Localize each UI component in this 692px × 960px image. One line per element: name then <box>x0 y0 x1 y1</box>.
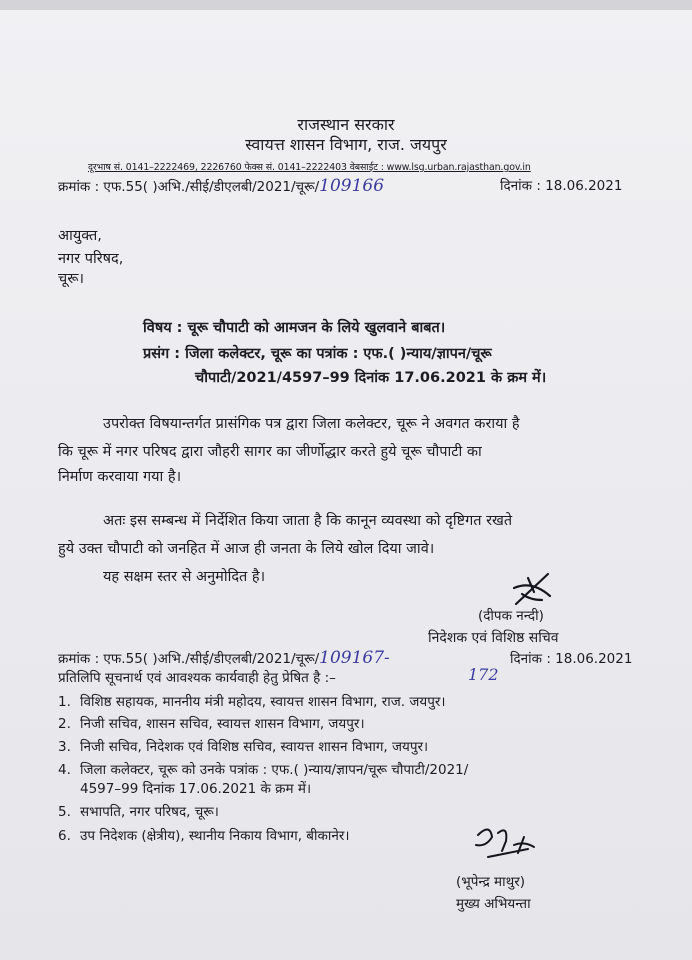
signature-mark-chief-engineer <box>468 823 548 868</box>
copy-list-item: 4. जिला कलेक्टर, चूरू को उनके पत्रांक : एफ.( )न्याय/ज्ञापन/चूरू चौपाटी/2021/ <box>58 762 469 778</box>
copy-date: दिनांक : 18.06.2021 <box>510 651 633 667</box>
header-department: स्वायत्त शासन विभाग, राज. जयपुर <box>245 135 447 154</box>
handwritten-copy-number: 109167- <box>319 648 390 668</box>
signatory-name: (दीपक नन्दी) <box>478 608 544 624</box>
copy-list-item: 5. सभापति, नगर परिषद, चूरू। <box>58 804 219 820</box>
addressee-line-3: चूरू। <box>58 271 84 287</box>
header-government: राजस्थान सरकार <box>297 115 395 134</box>
chief-engineer-name: (भूपेन्द्र माथुर) <box>456 874 526 890</box>
addressee-line-1: आयुक्त, <box>58 228 102 244</box>
addressee-line-2: नगर परिषद, <box>58 251 124 267</box>
copy-list-item-continued: 4597–99 दिनांक 17.06.2021 के क्रम में। <box>80 781 312 797</box>
header-contact: दूरभाष सं. 0141–2222469, 2226760 फेक्स सं. 0141–2222403 वेबसाईट : www.lsg.urban.rajasthan.gov.in <box>88 162 531 173</box>
body-para1-line3: निर्माण करवाया गया है। <box>58 469 182 485</box>
reference-prefix: क्रमांक : एफ.55( )अभि./सीई/डीएलबी/2021/चूरू/ <box>58 179 320 195</box>
letter-date: दिनांक : 18.06.2021 <box>500 178 623 194</box>
handwritten-count: 172 <box>468 665 499 684</box>
copy-list-item: 6. उप निदेशक (क्षेत्रीय), स्थानीय निकाय विभाग, बीकानेर। <box>58 828 350 844</box>
copy-reference-number <box>58 648 390 668</box>
copy-list-item: 1. विशिष्ठ सहायक, माननीय मंत्री महोदय, स्वायत्त शासन विभाग, राज. जयपुर। <box>58 694 446 710</box>
signatory-designation: निदेशक एवं विशिष्ठ सचिव <box>428 630 559 646</box>
reference-line-2: चौपाटी/2021/4597–99 दिनांक 17.06.2021 के क्रम में। <box>195 370 547 386</box>
body-para2-line1: अतः इस सम्बन्ध में निर्देशित किया जाता है कि कानून व्यवस्था को दृष्टिगत रखते <box>103 513 513 529</box>
reference-number <box>58 176 384 196</box>
copy-reference-prefix: क्रमांक : एफ.55( )अभि./सीई/डीएलबी/2021/चूरू/ <box>58 651 320 667</box>
copy-list-item: 3. निजी सचिव, निदेशक एवं विशिष्ठ सचिव, स्वायत्त शासन विभाग, जयपुर। <box>58 739 429 755</box>
handwritten-dispatch-number: 109166 <box>319 176 385 196</box>
signature-mark <box>508 570 556 610</box>
body-para1-line2: कि चूरू में नगर परिषद द्वारा जौहरी सागर का जीर्णोद्धार करते हुये चूरू चौपाटी का <box>58 444 482 460</box>
body-para1-line1: उपरोक्त विषयान्तर्गत प्रासंगिक पत्र द्वारा जिला कलेक्टर, चूरू ने अवगत कराया है <box>103 416 520 432</box>
body-approval: यह सक्षम स्तर से अनुमोदित है। <box>103 569 266 585</box>
copy-forward-line: प्रतिलिपि सूचनार्थ एवं आवश्यक कार्यवाही हेतु प्रेषित है :– <box>58 670 336 686</box>
reference-line-1: प्रसंग : जिला कलेक्टर, चूरू का पत्रांक : एफ.( )न्याय/ज्ञापन/चूरू <box>143 346 492 362</box>
copy-list-item: 2. निजी सचिव, शासन सचिव, स्वायत्त शासन विभाग, जयपुर। <box>58 716 365 732</box>
scan-edge <box>0 0 692 10</box>
body-para2-line2: हुये उक्त चौपाटी को जनहित में आज ही जनता के लिये खोल दिया जावे। <box>58 541 435 557</box>
chief-engineer-designation: मुख्य अभियन्ता <box>456 896 531 912</box>
subject-line: विषय : चूरू चौपाटी को आमजन के लिये खुलवाने बाबत। <box>143 320 446 336</box>
